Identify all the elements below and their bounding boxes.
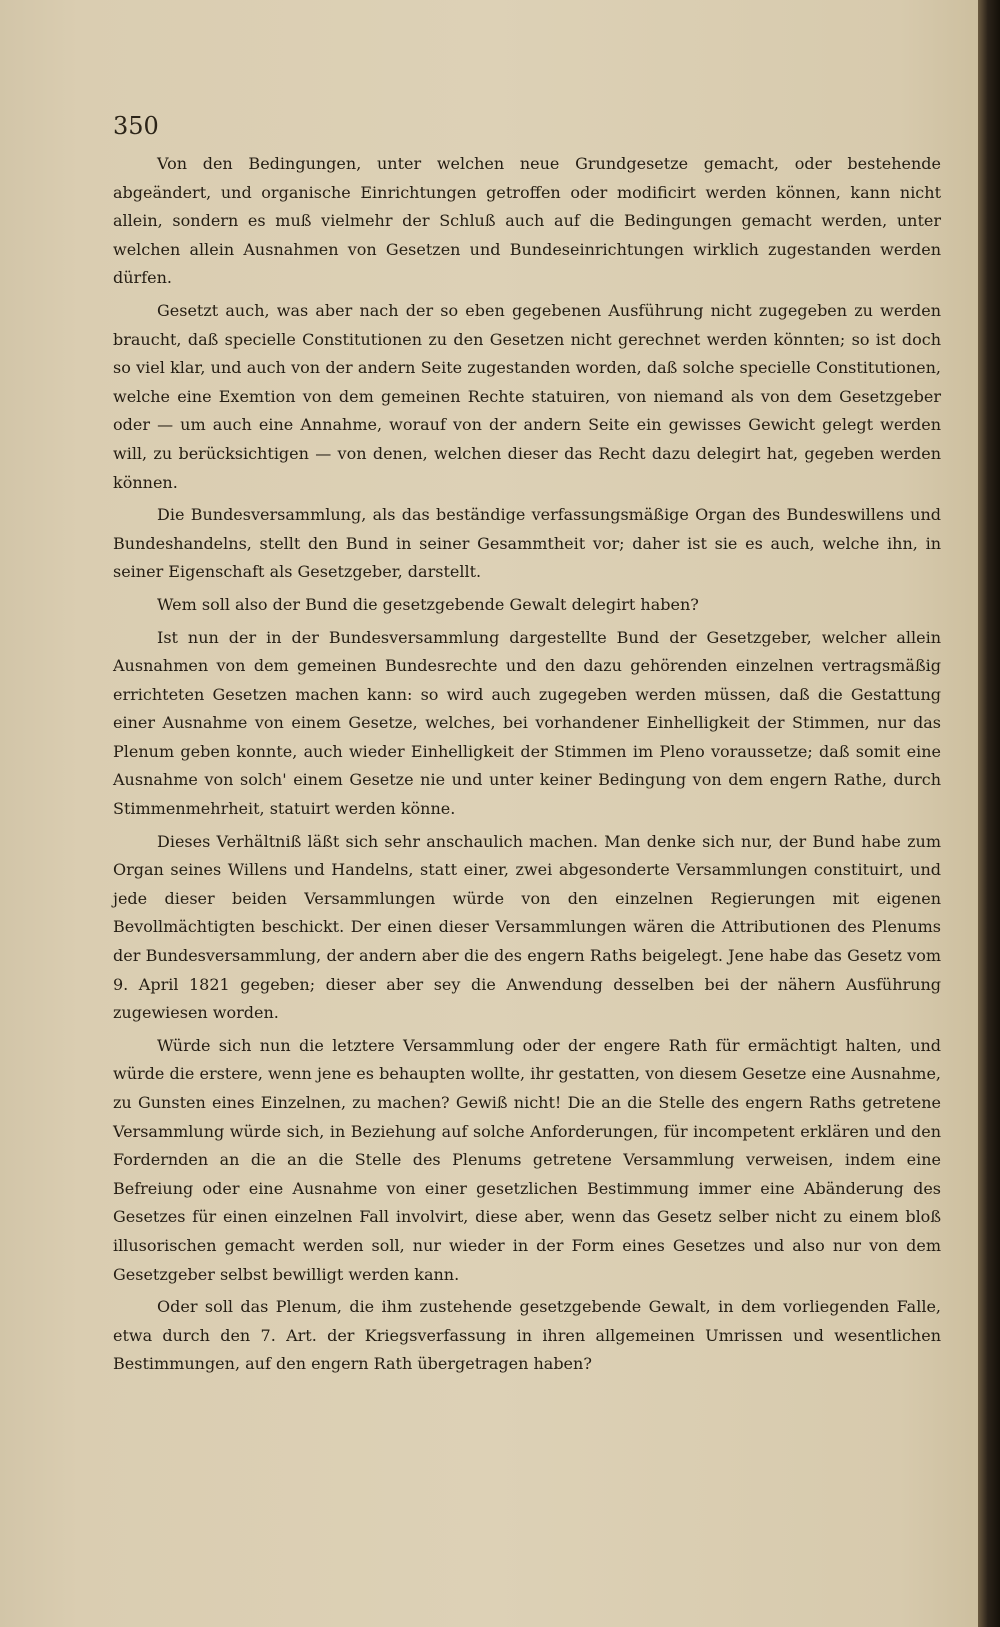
page-number: 350 (113, 112, 159, 140)
paragraph: Würde sich nun die letztere Versammlung oder der engere Rath für ermächtigt halten, und würde die erstere, wenn jene es behaupten wollte, ihr gestatten, von diesem Gesetze eine Ausnahme, zu Gunsten eines Einzelnen, zu machen? Gewiß nicht! Die an die Stelle des engern Raths getretene Versammlung würde sich, in Beziehung auf solche Anforderungen, für incompetent erklären und den Fordernden an die an die Stelle des Plenums getretene Versammlung verweisen, indem eine Befreiung oder eine Ausnahme von einer gesetzlichen Bestimmung immer eine Abänderung des Gesetzes für einen einzelnen Fall involvirt, diese aber, wenn das Gesetz selber nicht zu einem bloß illusorischen gemacht werden soll, nur wieder in der Form eines Gesetzes und also nur von dem Gesetzgeber selbst bewilligt werden kann. (113, 1035, 941, 1284)
paragraph: Wem soll also der Bund die gesetzgebende Gewalt delegirt haben? (157, 594, 699, 614)
paragraph: Gesetzt auch, was aber nach der so eben gegebenen Ausführung nicht zugegeben zu werden braucht, daß specielle Constitutionen zu den Gesetzen nicht gerechnet werden könnten; so ist doch so viel klar, und auch von der andern Seite zugestanden worden, daß solche specielle Constitutionen, welche eine Exemtion von dem gemeinen Rechte statuiren, von niemand als von dem Gesetzgeber oder — um auch eine Annahme, worauf von der andern Seite ein gewisses Gewicht gelegt werden will, zu berücksichtigen — von denen, welchen dieser das Recht dazu delegirt hat, gegeben werden können. (113, 300, 941, 492)
paragraph: Dieses Verhältniß läßt sich sehr anschaulich machen. Man denke sich nur, der Bund habe zum Organ seines Willens und Handelns, statt einer, zwei abgesonderte Versammlungen constituirt, und jede dieser beiden Versammlungen würde von den einzelnen Regierungen mit eigenen Bevollmächtigten beschickt. Der einen dieser Versammlungen wären die Attributionen des Plenums der Bundesversammlung, der andern aber die des engern Raths beigelegt. Jene habe das Gesetz vom 9. April 1821 gegeben; dieser aber sey die Anwendung desselben bei der nähern Ausführung zugewiesen worden. (113, 831, 941, 1023)
paragraph: Von den Bedingungen, unter welchen neue Grundgesetze gemacht, oder bestehende abgeändert, und organische Einrichtungen getroffen oder modificirt werden können, kann nicht allein, sondern es muß vielmehr der Schluß auch auf die Bedingungen gemacht werden, unter welchen allein Ausnahmen von Gesetzen und Bundeseinrichtungen wirklich zugestanden werden dürfen. (113, 154, 941, 288)
paragraph: Ist nun der in der Bundesversammlung dargestellte Bund der Gesetzgeber, welcher allein Ausnahmen von dem gemeinen Bundesrechte und den dazu gehörenden einzelnen vertragsmäßig errichteten Gesetzen machen kann: so wird auch zugegeben werden müssen, daß die Gestattung einer Ausnahme von einem Gesetze, welches, bei vorhandener Einhelligkeit der Stimmen, nur das Plenum geben konnte, auch wieder Einhelligkeit der Stimmen im Pleno voraussetze; daß somit eine Ausnahme von solch' einem Gesetze nie und unter keiner Bedingung von dem engern Rathe, durch Stimmenmehrheit, statuirt werden könne. (113, 627, 941, 819)
body-text (113, 150, 941, 1383)
paragraph: Die Bundesversammlung, als das beständige verfassungsmäßige Organ des Bundeswillens und Bundeshandelns, stellt den Bund in seiner Gesammtheit vor; daher ist sie es auch, welche ihn, in seiner Eigenschaft als Gesetzgeber, darstellt. (113, 505, 941, 582)
paragraph: Oder soll das Plenum, die ihm zustehende gesetzgebende Gewalt, in dem vorliegenden Falle, etwa durch den 7. Art. der Kriegsverfassung in ihren allgemeinen Umrissen und wesentlichen Bestimmungen, auf den engern Rath übergetragen haben? (113, 1297, 941, 1374)
page-edge-shadow (978, 0, 1000, 1627)
